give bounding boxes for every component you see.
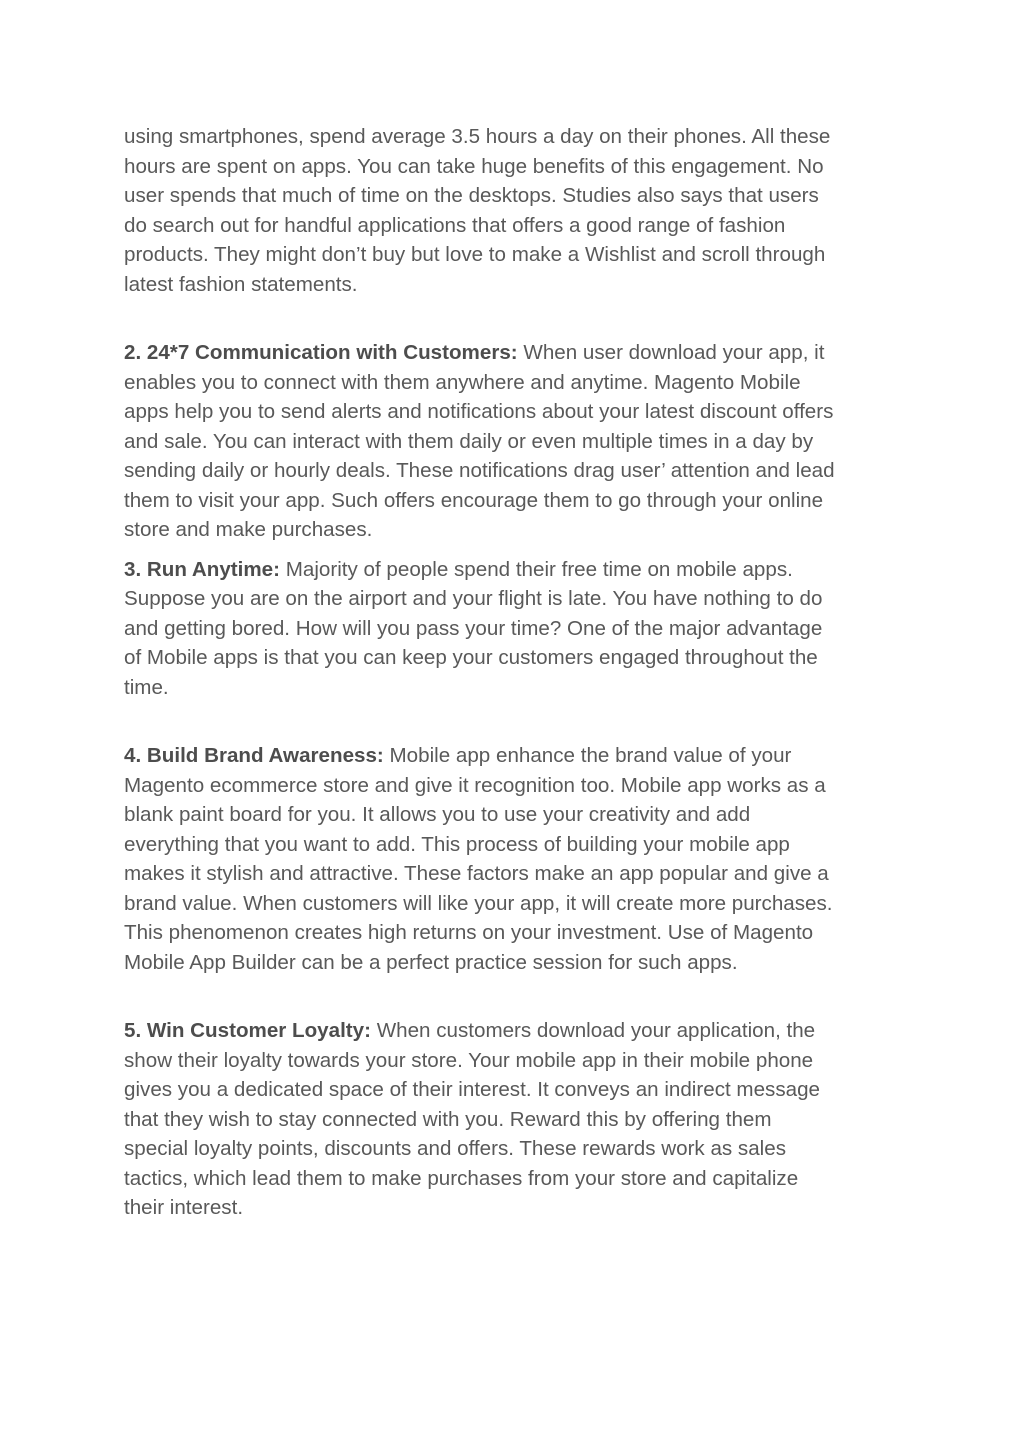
section-heading: 3. Run Anytime: [124,557,280,581]
document-page [124,122,904,1223]
section-heading: 2. 24*7 Communication with Customers: [124,341,518,364]
section-body: When customers download your application, the show their loyalty towards your store. Your mobile app in their mobile phone gives you a dedicated space of their interest. It conveys an indirect message that they wish to stay connected with you. Reward this by offering them special loyalty points, discounts and offers. These rewards work as sales tactics, which lead them to make purchases from your store and capitalize their interest. [124,1019,820,1219]
section-heading: 5. Win Customer Loyalty: [124,1019,371,1042]
section-body: When user download your app, it enables you to connect with them anywhere and anytime. Magento Mobile apps help you to send alerts and notifications about your latest discount offers and sale. You can interact with them daily or even multiple times in a day by sending daily or hourly deals. These notifications drag user’ attention and lead them to visit your app. Such offers encourage them to go through your online store and make purchases. [124,341,835,541]
section-communication [124,338,904,545]
section-heading: 4. Build Brand Awareness: [124,744,384,767]
intro-text: using smartphones, spend average 3.5 hours a day on their phones. All these hours are spent on apps. You can take huge benefits of this engagement. No user spends that much of time on the desktops. Studies also says that users do search out for handful applications that offers a good range of fashion products. They might don’t buy but love to make a Wishlist and scroll through latest fashion statements. [124,125,831,296]
intro-paragraph [124,122,904,299]
section-body: Mobile app enhance the brand value of your Magento ecommerce store and give it recognition too. Mobile app works as a blank paint board for you. It allows you to use your creativity and add everything that you want to add. This process of building your mobile app makes it stylish and attractive. These factors make an app popular and give a brand value. When customers will like your app, it will create more purchases. This phenomenon creates high returns on your investment. Use of Magento Mobile App Builder can be a perfect practice session for such apps. [124,744,833,974]
section-body: Majority of people spend their free time on mobile apps. Suppose you are on the airport and your flight is late. You have nothing to do and getting bored. How will you pass your time? One of the major advantage of Mobile apps is that you can keep your customers engaged throughout the time. [124,557,823,699]
section-run-anytime [124,555,904,703]
section-customer-loyalty [124,1016,904,1223]
section-brand-awareness [124,741,904,977]
